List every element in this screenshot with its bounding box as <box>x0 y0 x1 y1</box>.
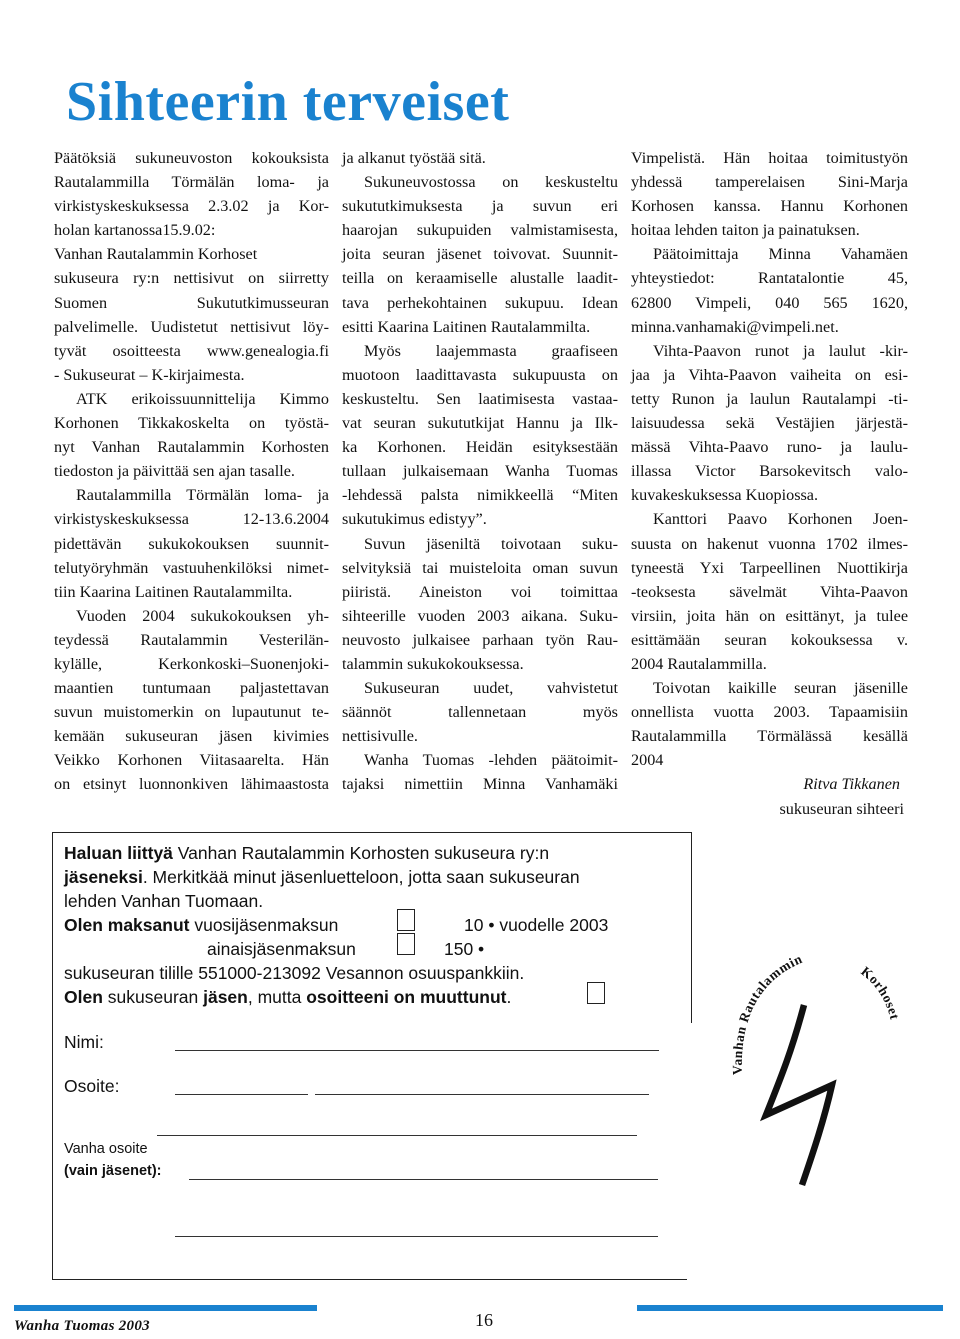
text-line: suvun muistomerkin on lupautunut te- <box>54 703 329 722</box>
page-number: 16 <box>475 1310 493 1330</box>
text-line: Vanhan Rautalammin Korhoset <box>54 245 258 264</box>
text-line: nettisivulle. <box>342 727 418 746</box>
signature-role: sukuseuran sihteeri <box>779 799 904 818</box>
text-line: haarojan sukupuiden valmistamisesta, <box>342 221 618 240</box>
text-line: Sukuseuran uudet, vahvistetut <box>364 679 618 698</box>
form-text: Vanhan Rautalammin Korhosten sukuseura ry:n <box>172 843 550 863</box>
old-address-sublabel: (vain jäsenet): <box>64 1163 162 1179</box>
col3-paragraph-4 <box>631 507 908 676</box>
text-line: virkistyskeskuksessa 2.3.02 ja Kor- <box>54 197 329 216</box>
lifetime-fee-amount: 150 • <box>444 939 485 959</box>
text-line: tyneestä Yxi Tarpeellinen Nuottikirja <box>631 558 908 577</box>
text-line: Suvun jäseniltä toivotaan suku- <box>364 534 618 553</box>
form-line-join <box>64 842 549 866</box>
logo-text-left: Vanhan Rautalammin <box>729 951 805 1076</box>
text-line: Vimpelistä. Hän hoitaa toimitustyön <box>631 149 908 167</box>
text-line: ja alkanut työstää sitä. <box>342 149 486 167</box>
text-line: yhteystiedot: Rantatalontie 45, <box>631 269 908 288</box>
col2-paragraph-5 <box>342 676 618 748</box>
col1-paragraph-4 <box>54 604 329 797</box>
text-line: Vihta-Paavon runot ja laulut -kir- <box>653 341 908 360</box>
text-line: Rautalammilla Törmälässä kesällä <box>631 727 908 746</box>
form-line-address-changed <box>64 986 511 1010</box>
col1-paragraph-2 <box>54 387 329 483</box>
text-line: Wanha Tuomas -lehden päätoimit- <box>364 751 618 770</box>
logo-lightning-mark <box>766 1005 832 1185</box>
text-line: -lehdessä palsta nimikkeellä “Miten <box>342 486 618 505</box>
text-line: Vuoden 2004 sukukokouksen yh- <box>76 606 329 625</box>
text-line: laisuudessa sekä Vestäjien järjestä- <box>631 414 908 433</box>
form-bold-text: Haluan liittyä <box>64 843 173 863</box>
text-line: tullaan julkaisemaan Wanha Tuomas <box>342 462 618 481</box>
text-line: on etsinyt luonnonkiven lähimaastosta <box>54 775 329 794</box>
text-line: tajaksi nimettiin Minna Vanhamäki <box>342 775 618 794</box>
text-line: hoitaa lehden taiton ja painatuksen. <box>631 221 860 240</box>
text-line: tiedoston ja päivittää sen ajan tasalle. <box>54 462 295 481</box>
old-address-input-line-1[interactable] <box>189 1179 658 1180</box>
text-line: Rautalammilla Törmälän loma- ja <box>76 486 329 505</box>
col3-paragraph-2 <box>631 242 908 338</box>
text-line: nyt Vanhan Rautalammin Korhosten <box>54 438 329 457</box>
text-line: Korhonen Tikkakoskelta on työstä- <box>54 414 329 433</box>
text-line: telutyöryhmän vastuuhenkilöksi nimet- <box>54 558 329 577</box>
text-line: tetty Runon ja laulun Rautalampi -ti- <box>631 389 908 408</box>
address-input-line-3[interactable] <box>157 1135 637 1136</box>
text-line: piiristä. Aineiston voi toimittaa <box>342 582 618 601</box>
text-line: 2004 <box>631 751 664 770</box>
text-line: maantien tuntumaan paljastettavan <box>54 679 329 698</box>
col2-paragraph-2 <box>342 170 618 339</box>
text-line: 2004 Rautalammilla. <box>631 654 767 673</box>
col3-paragraph-3 <box>631 339 908 508</box>
name-input-line[interactable] <box>175 1050 659 1051</box>
text-line: 62800 Vimpeli, 040 565 1620, <box>631 293 908 312</box>
text-line: Suomen Sukututkimusseuran <box>54 293 329 312</box>
logo-text-right: Korhoset <box>858 963 903 1022</box>
col1-paragraph-3 <box>54 483 329 603</box>
footer-bar-right <box>637 1305 943 1311</box>
form-bold-text: osoitteeni on muuttunut <box>306 987 507 1007</box>
text-line: Sukuneuvostossa on keskusteltu <box>364 173 618 192</box>
col2-paragraph-1 <box>342 146 618 170</box>
annual-fee-amount: 10 • vuodelle 2003 <box>464 915 609 935</box>
sukuseura-logo <box>720 935 920 1195</box>
text-line: neuvosto julkaisee parhaan työn Rau- <box>342 630 618 649</box>
column-3 <box>631 146 908 821</box>
annual-fee-checkbox[interactable] <box>397 909 415 931</box>
text-line: minna.vanhamaki@vimpeli.net. <box>631 317 839 336</box>
text-line: -teoksesta sävelmät Vihta-Paavon <box>631 582 908 601</box>
text-line: Myös laajemmasta graafiseen <box>364 341 618 360</box>
text-line: muotoon laadittavasta sukupuusta on <box>342 365 618 384</box>
form-text: . <box>506 987 512 1007</box>
publication-name: Wanha Tuomas 2003 <box>14 1318 150 1334</box>
form-bold-text: jäsen <box>203 987 248 1007</box>
text-line: keskusteltu. Sen laatimisesta vastaa- <box>342 389 618 408</box>
form-text: . Merkitkää minut jäsenluetteloon, jotta saan sukuseuran <box>142 867 580 887</box>
text-line: teilla on keraamiselle alustalle laadit- <box>342 269 618 288</box>
footer-bar-left <box>14 1305 317 1311</box>
text-line: tava perhekohtainen sukupuu. Idean <box>342 293 618 312</box>
text-line: palvelimelle. Uudistetut nettisivut löy- <box>54 317 329 336</box>
column-2 <box>342 146 618 797</box>
form-text: vuosijäsenmaksun <box>189 915 339 935</box>
text-line: teydessä Rautalammin Vesterilän- <box>54 630 329 649</box>
signature-name: Ritva Tikkanen <box>803 775 900 794</box>
form-line-member <box>64 866 580 890</box>
text-line: Päätöksiä sukuneuvoston kokouksista <box>54 149 329 167</box>
text-line: sukutukimus edistyy”. <box>342 510 487 529</box>
address-label: Osoite: <box>64 1076 120 1096</box>
text-line: pidettävän sukukokouksen suunnit- <box>54 534 329 553</box>
old-address-label: Vanha osoite <box>64 1141 148 1157</box>
form-text: sukuseuran <box>102 987 204 1007</box>
text-line: holan kartanossa15.9.02: <box>54 221 216 240</box>
text-line: Veikko Korhonen Viitasaarelta. Hän <box>54 751 329 770</box>
name-label: Nimi: <box>64 1032 104 1052</box>
col1-paragraph-1 <box>54 146 329 387</box>
text-line: tyvät osoitteesta www.genealogia.fi <box>54 341 329 360</box>
text-line: mässä Vihta-Paavo runo- ja laulu- <box>631 438 908 457</box>
text-line: esittämään seuran kokouksessa v. <box>631 630 908 649</box>
form-line-account: sukuseuran tilille 551000-213092 Vesannon osuuspankkiin. <box>64 963 525 983</box>
text-line: virsiin, joita hän on esittänyt, ja tulee <box>631 606 908 625</box>
form-bold-text: jäseneksi <box>64 867 143 887</box>
address-changed-checkbox[interactable] <box>587 982 605 1004</box>
text-line: joita seuran jäsenet toivovat. Suunnit- <box>342 245 618 264</box>
text-line: säännöt tallennetaan myös <box>342 703 618 722</box>
text-line: kemään sukuseuran jäsen kivimies <box>54 727 329 746</box>
text-line: Kanttori Paavo Korhonen Joen- <box>653 510 908 529</box>
text-line: - Sukuseurat – K-kirjaimesta. <box>54 365 245 384</box>
text-line: kuvakeskuksessa Kuopiossa. <box>631 486 819 505</box>
form-text: , mutta <box>247 987 307 1007</box>
text-line: illassa Victor Barsokevitsch valo- <box>631 462 908 481</box>
form-bold-text: Olen <box>64 987 103 1007</box>
form-bold-text: Olen maksanut <box>64 915 190 935</box>
text-line: talammin sukukokouksessa. <box>342 654 524 673</box>
form-line-lifetime: ainaisjäsenmaksun <box>207 939 356 959</box>
col3-paragraph-1 <box>631 146 908 242</box>
text-line: ATK erikoissuunnittelija Kimmo <box>76 389 329 408</box>
text-line: virkistyskeskuksessa 12-13.6.2004 <box>54 510 329 529</box>
text-line: sukututkimuksesta ja suvun eri <box>342 197 618 216</box>
column-1 <box>54 146 329 797</box>
text-line: vat seuran sukututkijat Hannu ja Ilk- <box>342 414 618 433</box>
text-line: suusta on hakenut vuonna 1702 ilmes- <box>631 534 908 553</box>
text-line: esitti Kaarina Laitinen Rautalammilta. <box>342 317 591 336</box>
text-line: Rautalammilla Törmälän loma- ja <box>54 173 329 192</box>
text-line: tiin Kaarina Laitinen Rautalammilta. <box>54 582 293 601</box>
text-line: kylälle, Kerkonkoski–Suonenjoki- <box>54 654 329 673</box>
col2-paragraph-3 <box>342 339 618 532</box>
text-line: sihteerille vuoden 2003 aikana. Suku- <box>342 606 618 625</box>
text-line: Toivotan kaikille seuran jäsenille <box>653 679 908 698</box>
form-line-magazine: lehden Vanhan Tuomaan. <box>64 891 264 911</box>
form-border-gap <box>687 1023 693 1285</box>
text-line: Korhosen kanssa. Hannu Korhonen <box>631 197 908 216</box>
address-input-line-1[interactable] <box>175 1094 308 1095</box>
col2-paragraph-4 <box>342 532 618 677</box>
text-line: selvityksiä tai muisteloita oman suvun <box>342 558 618 577</box>
text-line: Päätoimittaja Minna Vahamäen <box>653 245 908 264</box>
page-title: Sihteerin terveiset <box>66 71 510 133</box>
text-line: ka Korhonen. Heidän esityksestään <box>342 438 618 457</box>
col2-paragraph-6 <box>342 748 618 796</box>
old-address-input-line-2[interactable] <box>175 1236 658 1237</box>
lifetime-fee-checkbox[interactable] <box>397 933 415 955</box>
address-input-line-2[interactable] <box>315 1094 649 1095</box>
col3-paragraph-5 <box>631 676 908 772</box>
text-line: onnellista vuotta 2003. Tapaamisiin <box>631 703 908 722</box>
text-line: sukuseura ry:n nettisivut on siirretty <box>54 269 329 288</box>
text-line: jaa ja Vihta-Paavon vaiheita on esi- <box>631 365 908 384</box>
text-line: yhdessä tamperelaisen Sini-Marja <box>631 173 908 192</box>
form-line-paid-annual <box>64 914 338 938</box>
